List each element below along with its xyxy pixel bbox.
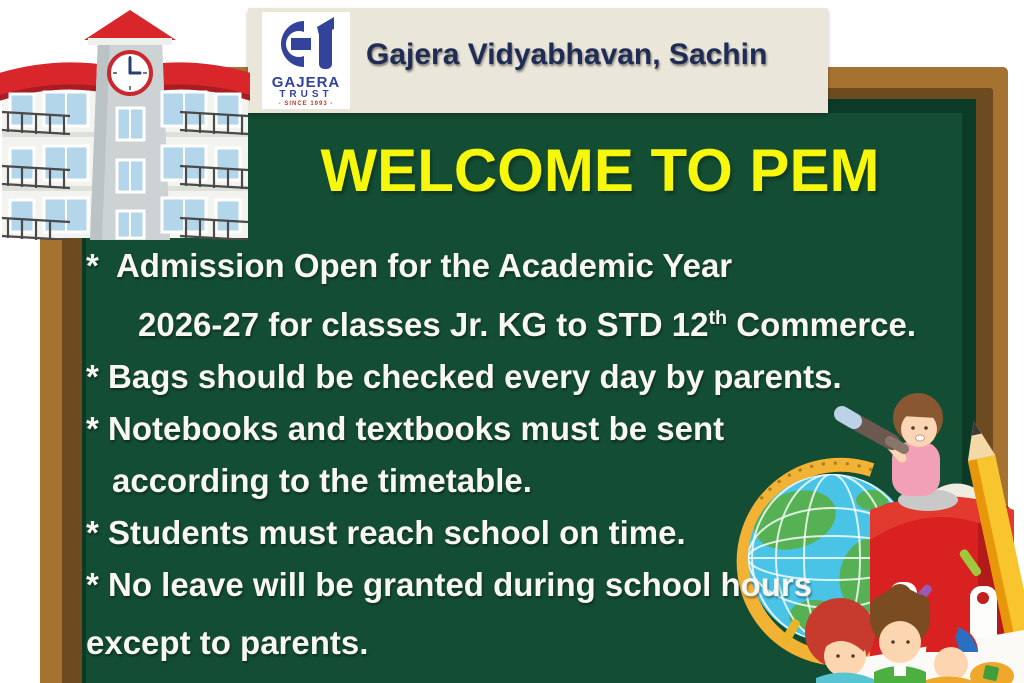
notice-line-1: * Admission Open for the Academic Year [86,247,733,284]
header-banner [248,8,828,113]
gajera-trust-logo [262,12,350,109]
notice-list [86,240,1024,669]
welcome-heading: WELCOME TO PEM [320,137,880,204]
gajera-monogram-icon [271,15,341,73]
superscript-th: th [708,307,728,329]
notice-line-4: * Notebooks and textbooks must be sent [86,410,725,447]
logo-subname: TRUST [279,89,333,100]
logo-since: - SINCE 1993 - [278,101,334,107]
notice-line-7: * No leave will be granted during school hours [86,566,813,603]
notice-line-5: according to the timetable. [112,462,532,499]
logo-name: GAJERA [271,74,341,91]
school-building-illustration [0,8,250,240]
school-name-title: Gajera Vidyabhavan, Sachin [366,38,768,71]
notice-line-2: 2026-27 for classes Jr. KG to STD 12th Commerce. [138,306,917,343]
notice-line-6: * Students must reach school on time. [86,514,686,551]
notice-line-3: * Bags should be checked every day by parents. [86,358,842,395]
notice-line-8: except to parents. [86,624,369,661]
